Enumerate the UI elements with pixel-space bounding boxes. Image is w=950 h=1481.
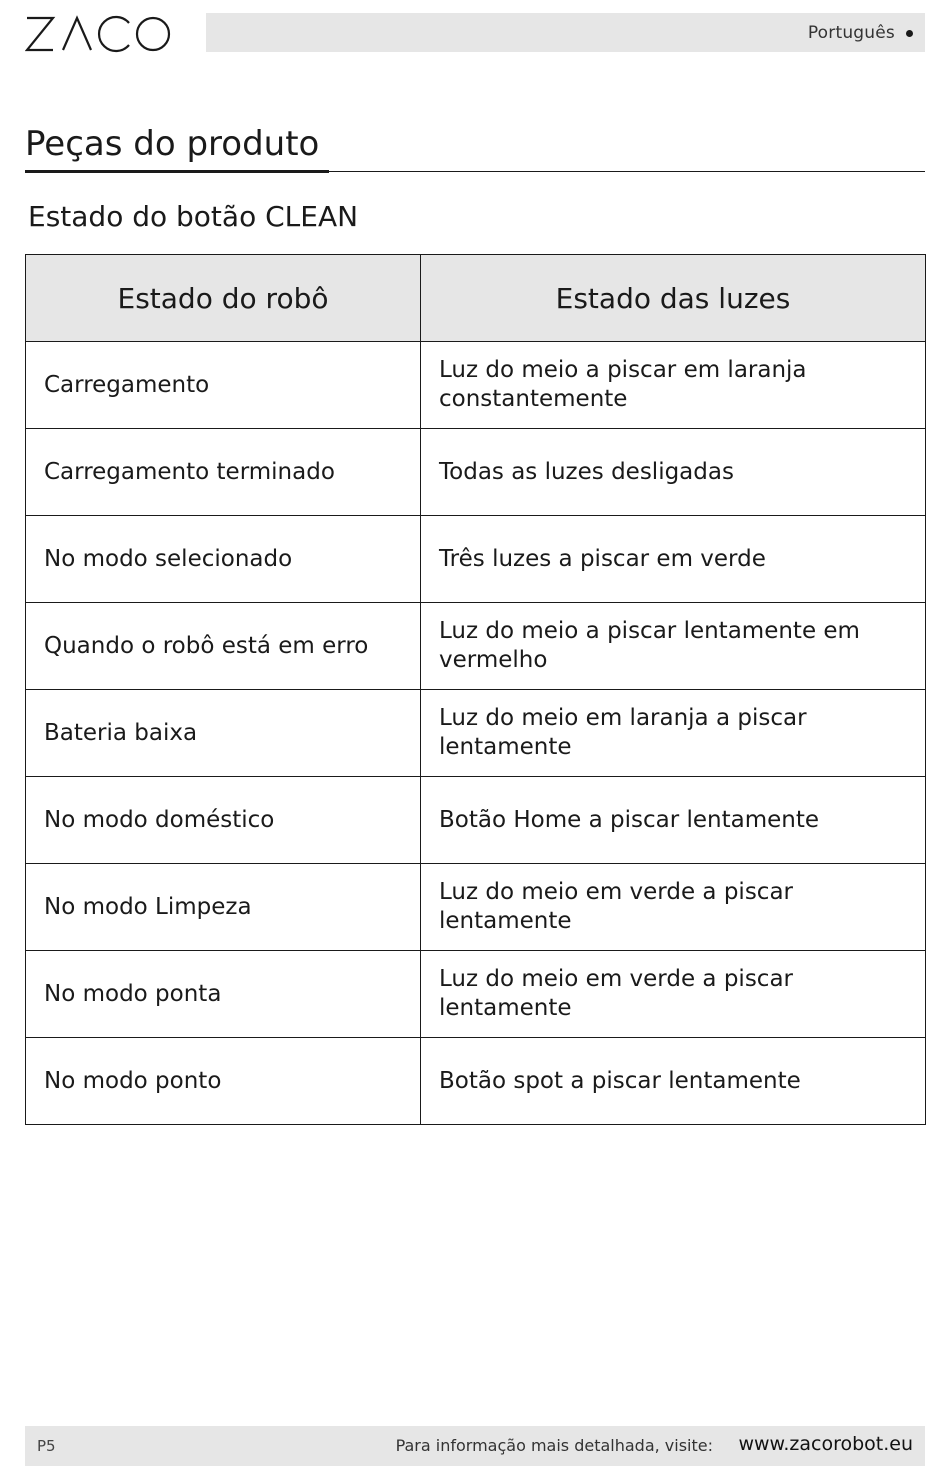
light-state-cell: Três luzes a piscar em verde	[421, 516, 926, 603]
light-state-cell: Luz do meio a piscar lentamente em vermelho	[421, 603, 926, 690]
table-header-row	[26, 255, 926, 342]
robot-state-cell: Carregamento	[26, 342, 421, 429]
table-row	[26, 864, 926, 951]
robot-state-cell: No modo ponta	[26, 951, 421, 1038]
page-number: P5	[37, 1437, 56, 1455]
table-row	[26, 342, 926, 429]
table-row	[26, 690, 926, 777]
page-footer	[25, 1426, 925, 1466]
section-title: Peças do produto	[25, 124, 320, 164]
bullet-icon	[906, 30, 913, 37]
status-table	[25, 254, 926, 1125]
light-state-cell: Botão Home a piscar lentamente	[421, 777, 926, 864]
footer-note: Para informação mais detalhada, visite:	[395, 1436, 713, 1455]
table-row	[26, 603, 926, 690]
robot-state-cell: No modo Limpeza	[26, 864, 421, 951]
language-label: Português	[807, 23, 895, 43]
table-row	[26, 1038, 926, 1125]
table-row	[26, 429, 926, 516]
language-bar	[206, 13, 925, 52]
robot-state-cell: Bateria baixa	[26, 690, 421, 777]
footer-url: www.zacorobot.eu	[738, 1433, 913, 1455]
header-light-state: Estado das luzes	[421, 255, 926, 342]
table-row	[26, 777, 926, 864]
light-state-cell: Luz do meio em verde a piscar lentamente	[421, 951, 926, 1038]
light-state-cell: Luz do meio em verde a piscar lentamente	[421, 864, 926, 951]
table-row	[26, 516, 926, 603]
zaco-logo-mark	[25, 12, 175, 56]
light-state-cell: Luz do meio a piscar em laranja constantemente	[421, 342, 926, 429]
robot-state-cell: No modo selecionado	[26, 516, 421, 603]
robot-state-cell: Carregamento terminado	[26, 429, 421, 516]
table-row	[26, 951, 926, 1038]
light-state-cell: Botão spot a piscar lentamente	[421, 1038, 926, 1125]
robot-state-cell: No modo ponto	[26, 1038, 421, 1125]
title-underline	[25, 170, 329, 173]
robot-state-cell: Quando o robô está em erro	[26, 603, 421, 690]
zaco-logo	[25, 12, 175, 56]
section-subtitle: Estado do botão CLEAN	[28, 200, 359, 233]
light-state-cell: Todas as luzes desligadas	[421, 429, 926, 516]
robot-state-cell: No modo doméstico	[26, 777, 421, 864]
light-state-cell: Luz do meio em laranja a piscar lentamente	[421, 690, 926, 777]
header-robot-state: Estado do robô	[26, 255, 421, 342]
